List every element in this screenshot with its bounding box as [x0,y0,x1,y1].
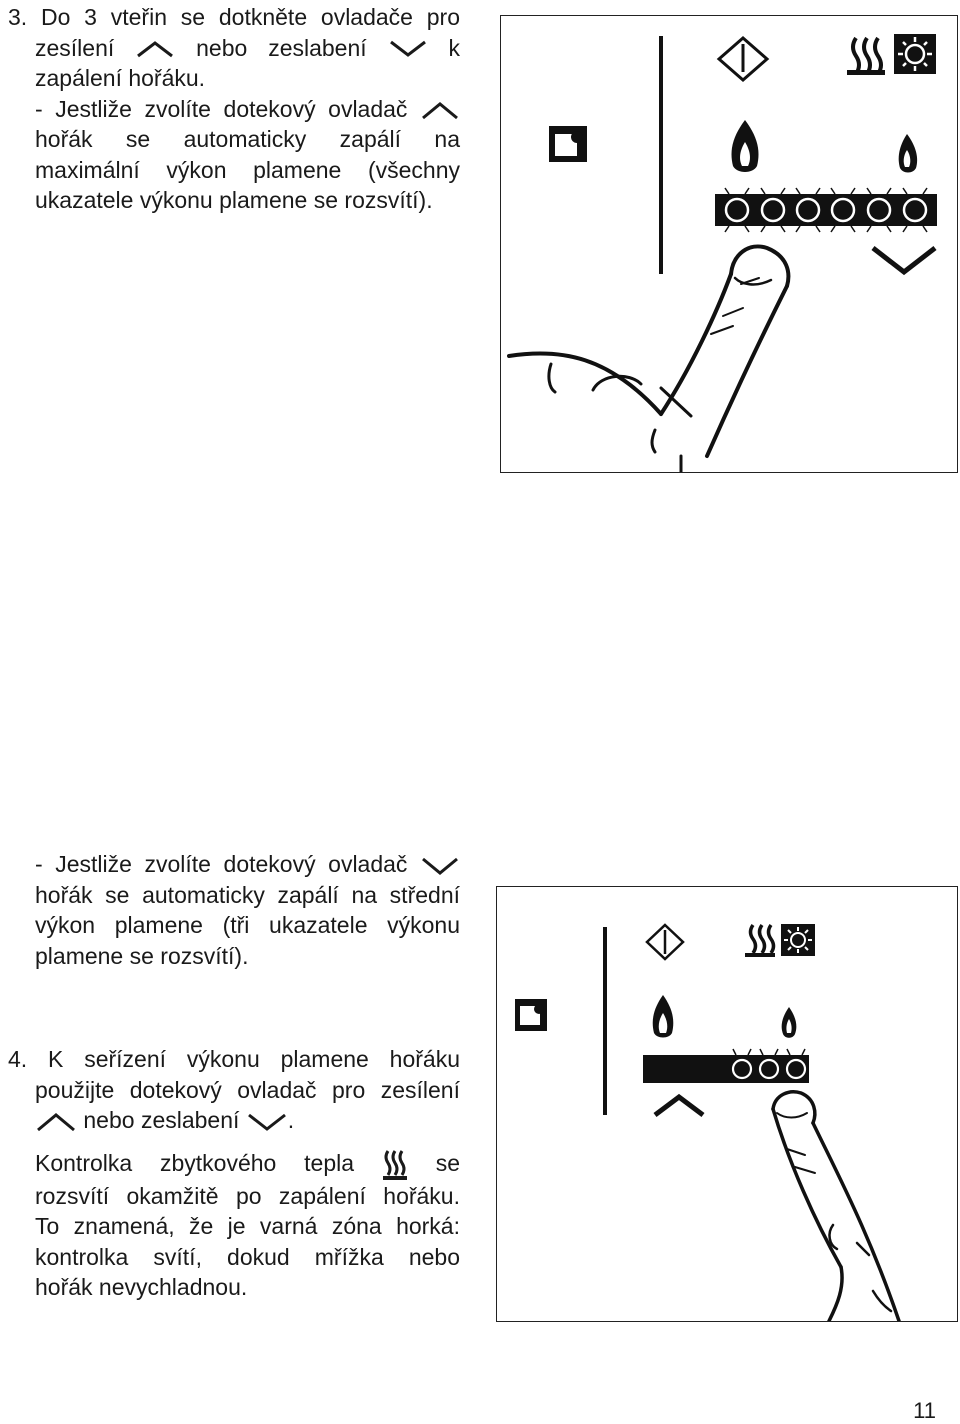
step3b-text [35,849,460,971]
flame-power-indicators [733,1060,805,1078]
step3-up-line4: ukazatele výkonu plamene se rozsvítí). [35,187,433,213]
residual-line3: To znamená, že je varná zóna horká: [35,1213,460,1240]
step3b-line4: plamene se rozsvítí). [35,942,249,969]
chevron-down-icon [246,1111,288,1133]
page-number: 11 [913,1398,936,1423]
chevron-up-icon [35,1111,77,1133]
power-icon [647,925,683,959]
control-panel-illustration-top [500,15,958,473]
step4-line2: použijte dotekový ovladač pro zesílení [35,1076,460,1103]
chevron-up-icon [420,99,460,121]
sun-icon [894,34,936,74]
finger-illustration [509,246,788,472]
residual-heat-icon [382,1149,408,1181]
step3-up-line3: maximální výkon plamene (všechny [35,156,460,183]
lock-icon [549,126,587,162]
residual-line1: Kontrolka zbytkového tepla se [35,1148,460,1181]
control-panel-drawing [497,887,957,1321]
residual-line5: hořák nevychladnou. [35,1274,248,1301]
step3-up-line2: hořák se automaticky zapálí na [35,126,460,152]
step3-line1: 3. Do 3 vteřin se dotkněte ovladače pro [8,4,460,30]
step3-line2: zesílení nebo zeslabení k [35,34,460,61]
chevron-down-icon [420,855,460,877]
step4-line1: 4. K seřízení výkonu plamene hořáku [8,1046,460,1072]
finger-illustration [773,1092,899,1321]
chevron-up-icon [655,1097,703,1115]
step3-line3: zapálení hořáku. [35,65,206,91]
step3-up-line1: - Jestliže zvolíte dotekový ovladač [8,94,460,125]
flame-icon [732,120,759,172]
step3b-line2: hořák se automaticky zapálí na střední [35,881,460,908]
control-panel-drawing [501,16,957,472]
chevron-down-icon [873,248,935,272]
step3-text [8,2,460,216]
residual-heat-text [35,1148,460,1303]
flame-icon [782,1007,797,1038]
chevron-up-icon [135,39,175,59]
power-icon [719,38,767,80]
step4-text [8,1044,460,1136]
sun-icon [781,924,815,956]
step4-line3: nebo zeslabení . [8,1105,460,1136]
flame-icon [899,134,917,173]
residual-heat-icon [745,925,775,957]
lock-icon [515,999,547,1031]
chevron-down-icon [388,39,428,59]
step3b-line3: výkon plamene (tři ukazatele výkonu [35,912,460,938]
residual-line2: rozsvítí okamžitě po zapálení hořáku. [35,1182,460,1209]
flame-icon [653,995,674,1038]
step3b-line1: - Jestliže zvolíte dotekový ovladač [35,849,460,880]
residual-heat-icon [847,38,885,75]
control-panel-illustration-bottom [496,886,958,1322]
residual-line4: kontrolka svítí, dokud mřížka nebo [35,1243,460,1270]
